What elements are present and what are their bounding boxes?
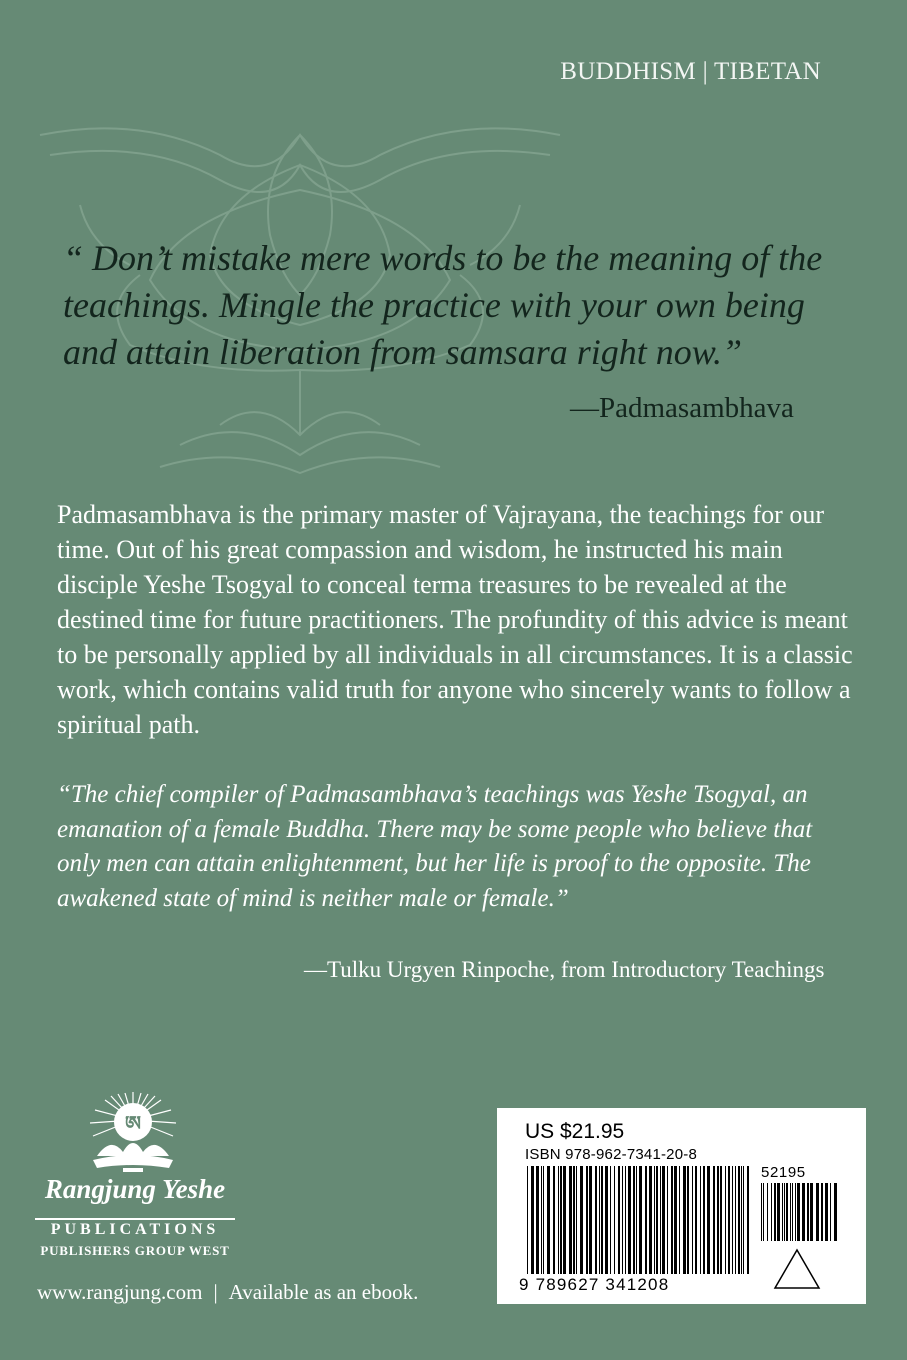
barcode-panel (497, 1108, 866, 1304)
footer (37, 1280, 418, 1305)
price-barcode (761, 1183, 841, 1241)
triangle-icon (772, 1247, 822, 1291)
category-label: BUDDHISM | TIBETAN (560, 58, 821, 85)
price-label: US $21.95 (525, 1120, 625, 1143)
isbn-barcode (527, 1166, 752, 1274)
price-code-label: 52195 (761, 1164, 806, 1181)
website-link[interactable]: www.rangjung.com (37, 1280, 203, 1304)
publisher-imprint: PUBLICATIONS (35, 1218, 235, 1239)
book-description: Padmasambhava is the primary master of Vajrayana, the teachings for our time. Out of his great compassion and wisdom, he instructed his main disciple Yeshe Tsogyal to conceal terma treasures to be revealed at the destined time for future practitioners. The profundity of this advice is meant to be personally applied by all individuals in all circumstances. It is a classic work, which contains valid truth for anyone who sincerely wants to follow a spiritual path. (57, 500, 853, 739)
footer-separator: | (213, 1280, 218, 1304)
testimonial-attribution: —Tulku Urgyen Rinpoche, from Introductory Teachings (304, 957, 825, 982)
barcode-digits: 9 789627 341208 (519, 1275, 670, 1294)
testimonial-quote: “The chief compiler of Padmasambhava’s teachings was Yeshe Tsogyal, an emanation of a female Buddha. There may be some people who believe that only men can attain enlightenment, but her life is proof to the opposite. The awakened state of mind is neither male or female.” (57, 781, 813, 912)
sun-lotus-seal-icon (83, 1090, 183, 1176)
svg-text:ཨ: ཨ (124, 1111, 142, 1135)
epigraph-quote: “ Don’t mistake mere words to be the meaning of the teachings. Mingle the practice with your own being and attain liberation from samsara right now.” (63, 238, 823, 372)
isbn-label: ISBN 978-962-7341-20-8 (525, 1146, 698, 1163)
epigraph-attribution: —Padmasambhava (570, 392, 794, 424)
ebook-note: Available as an ebook. (228, 1280, 419, 1304)
publisher-name: Rangjung Yeshe (44, 1174, 226, 1204)
distributor-name: PUBLISHERS GROUP WEST (40, 1243, 230, 1258)
